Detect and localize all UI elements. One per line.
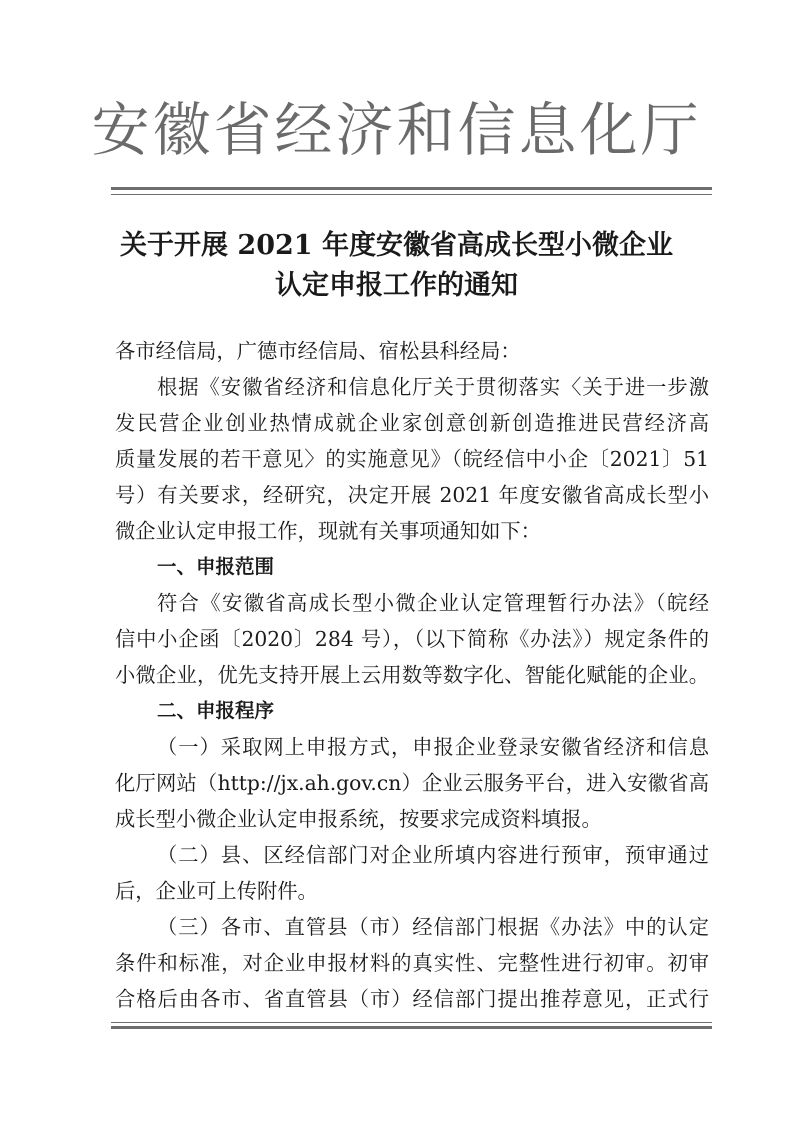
header-rule-thin xyxy=(111,194,712,195)
footer-rule-thin xyxy=(111,1022,712,1023)
paragraph-3-line: 化厅网站（http://jx.ah.gov.cn）企业云服务平台，进入安徽省高 xyxy=(115,771,709,795)
paragraph-3-line: （一）采取网上申报方式，申报企业登录安徽省经济和信息 xyxy=(157,735,709,759)
paragraph-2-line: 信中小企函〔2020〕284 号），（以下简称《办法》）规定条件的 xyxy=(115,627,709,651)
paragraph-5-line: （三）各市、直管县（市）经信部门根据《办法》中的认定 xyxy=(157,915,709,939)
paragraph-1-line: 微企业认定申报工作，现就有关事项通知如下： xyxy=(115,519,541,543)
organization-header: 安徽省经济和信息化厅 xyxy=(91,96,702,164)
paragraph-5-line: 条件和标准，对企业申报材料的真实性、完整性进行初审。初审 xyxy=(115,951,709,975)
paragraph-4-line: （二）县、区经信部门对企业所填内容进行预审，预审通过 xyxy=(157,843,709,867)
section-heading-2: 二、申报程序 xyxy=(157,699,275,722)
paragraph-2-line: 小微企业，优先支持开展上云用数等数字化、智能化赋能的企业。 xyxy=(115,663,709,687)
paragraph-4-line: 后，企业可上传附件。 xyxy=(115,879,318,903)
paragraph-1-line: 发民营企业创业热情成就企业家创意创新创造推进民营经济高 xyxy=(115,411,709,435)
paragraph-1-line: 质量发展的若干意见〉的实施意见》（皖经信中小企〔2021〕51 xyxy=(115,447,709,471)
section-heading-1: 一、申报范围 xyxy=(157,555,275,578)
footer-rule-thick xyxy=(111,1026,712,1029)
paragraph-1-line: 根据《安徽省经济和信息化厅关于贯彻落实〈关于进一步激 xyxy=(157,375,709,399)
header-rule-thick xyxy=(111,187,712,190)
document-title-line-2: 认定申报工作的通知 xyxy=(275,270,518,301)
document-title-line-1: 关于开展 2021 年度安徽省高成长型小微企业 xyxy=(120,230,673,261)
salutation: 各市经信局，广德市经信局、宿松县科经局： xyxy=(115,339,521,363)
paragraph-5-line: 合格后由各市、省直管县（市）经信部门提出推荐意见，正式行 xyxy=(115,987,709,1011)
paragraph-1-line: 号）有关要求，经研究，决定开展 2021 年度安徽省高成长型小 xyxy=(115,483,709,507)
paragraph-2-line: 符合《安徽省高成长型小微企业认定管理暂行办法》（皖经 xyxy=(157,591,709,615)
paragraph-3-line: 成长型小微企业认定申报系统，按要求完成资料填报。 xyxy=(115,807,602,831)
